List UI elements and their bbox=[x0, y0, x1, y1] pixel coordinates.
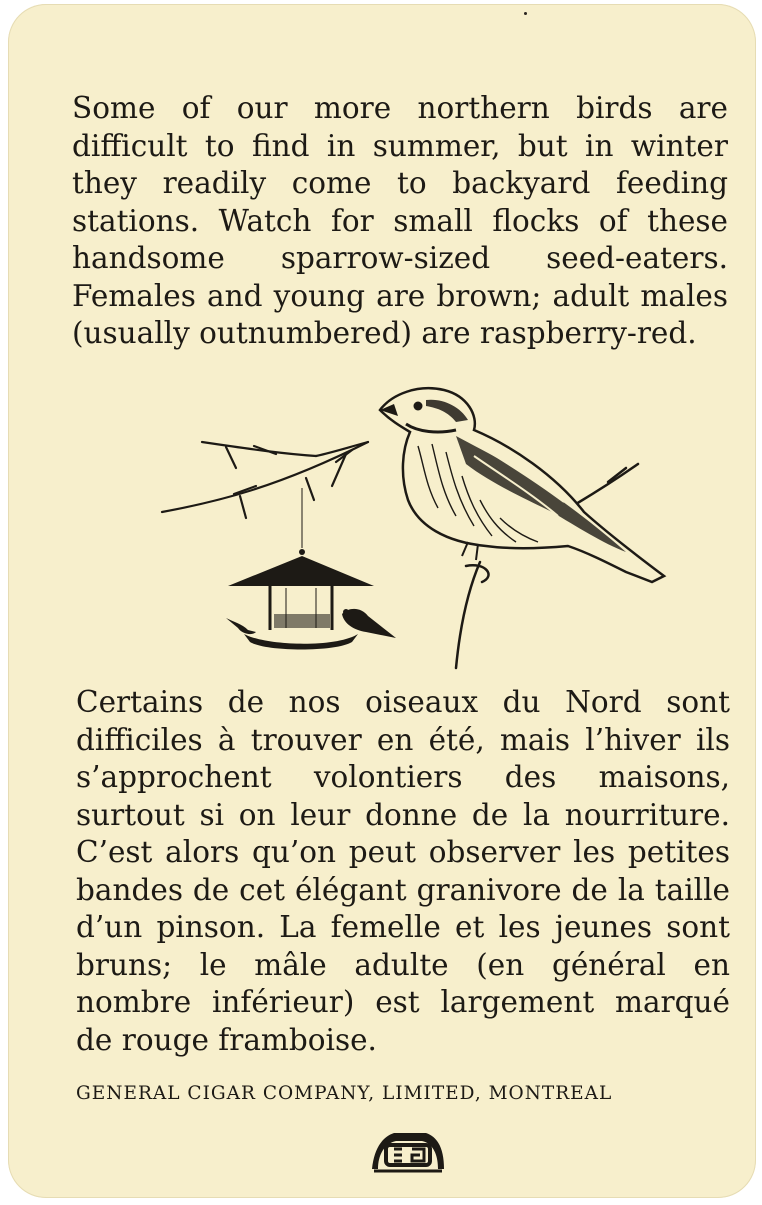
general-cigar-logo-icon bbox=[368, 1127, 448, 1177]
ink-speck bbox=[524, 12, 527, 15]
english-description: Some of our more northern birds are difficult to find in summer, but in winter they readily come to backyard feeding stations. Watch for small flocks of these handsome sparrow-sized seed-eaters. Females and young are brown; adult males (usually outnumbered) are raspberry-red. bbox=[72, 91, 728, 350]
french-description: Certains de nos oiseaux du Nord sont difficiles à trouver en été, mais l’hiver ils s’approchent volontiers des maisons, surtout si on leur donne de la nourriture. C’est alors qu’on peut observer les petites bandes de cet élégant granivore de la taille d’un pinson. La femelle et les jeunes sont bruns; le mâle adulte (en général en nombre inférieur) est largement marqué de rouge framboise. bbox=[76, 685, 730, 1057]
finch-illustration bbox=[156, 376, 676, 676]
bare-branch bbox=[162, 442, 368, 518]
company-name: GENERAL CIGAR COMPANY, LIMITED, MONTREAL bbox=[76, 1083, 613, 1104]
bird-card bbox=[8, 4, 756, 1198]
finch-bird-icon bbox=[380, 388, 664, 582]
bird-feeder-icon bbox=[226, 549, 396, 650]
